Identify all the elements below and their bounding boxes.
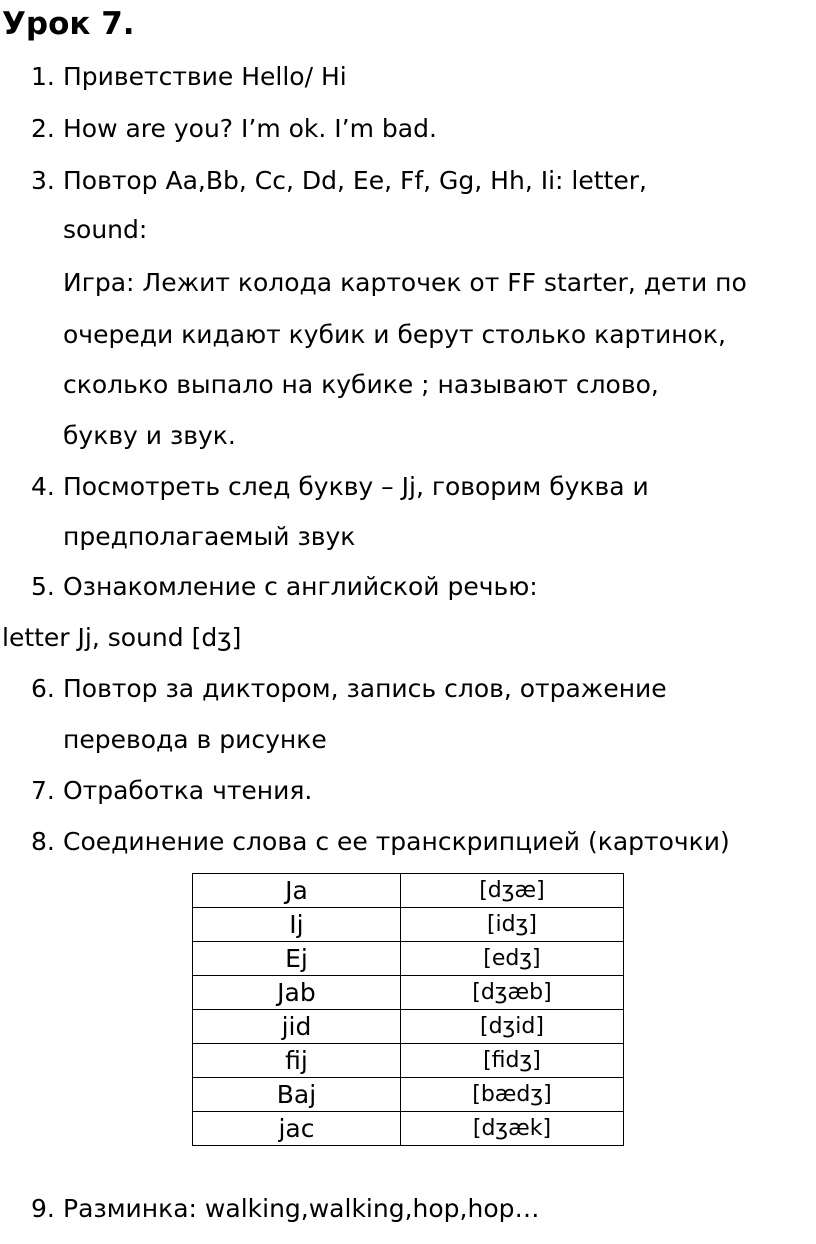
table-row xyxy=(193,942,624,976)
table-row xyxy=(193,976,624,1010)
word-cell: jid xyxy=(193,1010,401,1044)
list-item-text: Разминка: walking,walking,hop,hop… xyxy=(63,1194,540,1223)
list-item-text: Отработка чтения. xyxy=(63,776,313,805)
word-cell: Jab xyxy=(193,976,401,1010)
word-cell: Ja xyxy=(193,874,401,908)
list-item-text: перевода в рисунке xyxy=(63,725,327,754)
list-item-text: сколько выпало на кубике ; называют слово, xyxy=(63,370,659,399)
list-item-text: Соединение слова с ее транскрипцией (карточки) xyxy=(63,827,730,856)
word-cell: fij xyxy=(193,1044,401,1078)
list-number: 9. xyxy=(31,1194,55,1223)
transcription-table xyxy=(192,873,624,1146)
list-number: 6. xyxy=(31,674,55,703)
list-item-text: sound: xyxy=(63,215,148,244)
table-row xyxy=(193,908,624,942)
list-number: 3. xyxy=(31,166,55,195)
list-item-text: Приветствие Hello/ Hi xyxy=(63,62,347,91)
word-cell: Ij xyxy=(193,908,401,942)
transcription-cell: [dʒid] xyxy=(400,1010,623,1044)
word-cell: Baj xyxy=(193,1078,401,1112)
list-number: 1. xyxy=(31,62,55,91)
transcription-cell: [fidʒ] xyxy=(400,1044,623,1078)
list-item-text: предполагаемый звук xyxy=(63,522,356,551)
transcription-cell: [dʒæk] xyxy=(400,1112,623,1146)
list-item-text: очереди кидают кубик и берут столько картинок, xyxy=(63,320,726,349)
list-item-text: Ознакомление с английской речью: xyxy=(63,572,538,601)
table-row xyxy=(193,1078,624,1112)
list-number: 2. xyxy=(31,114,55,143)
transcription-cell: [dʒæb] xyxy=(400,976,623,1010)
word-cell: jac xyxy=(193,1112,401,1146)
list-item-text: Повтор за диктором, запись слов, отражение xyxy=(63,674,667,703)
transcription-cell: [idʒ] xyxy=(400,908,623,942)
list-item-text: букву и звук. xyxy=(63,421,236,450)
table-row xyxy=(193,1112,624,1146)
transcription-cell: [dʒæ] xyxy=(400,874,623,908)
list-item-text: Повтор Aa,Bb, Cc, Dd, Ee, Ff, Gg, Hh, Ii: letter, xyxy=(63,166,647,195)
lesson-title: Урок 7. xyxy=(2,6,135,42)
table-row xyxy=(193,1044,624,1078)
transcription-cell: [edʒ] xyxy=(400,942,623,976)
list-item-text: Игра: Лежит колода карточек от FF starter, дети по xyxy=(63,268,747,297)
transcription-cell: [bædʒ] xyxy=(400,1078,623,1112)
table-row xyxy=(193,874,624,908)
table-row xyxy=(193,1010,624,1044)
list-number: 7. xyxy=(31,776,55,805)
list-item-text: Посмотреть след букву – Jj, говорим буква и xyxy=(63,472,649,501)
list-number: 8. xyxy=(31,827,55,856)
list-number: 4. xyxy=(31,472,55,501)
list-item-text: How are you? I’m ok. I’m bad. xyxy=(63,114,437,143)
letter-sound-text: letter Jj, sound [dʒ] xyxy=(2,623,242,652)
word-cell: Ej xyxy=(193,942,401,976)
list-number: 5. xyxy=(31,572,55,601)
